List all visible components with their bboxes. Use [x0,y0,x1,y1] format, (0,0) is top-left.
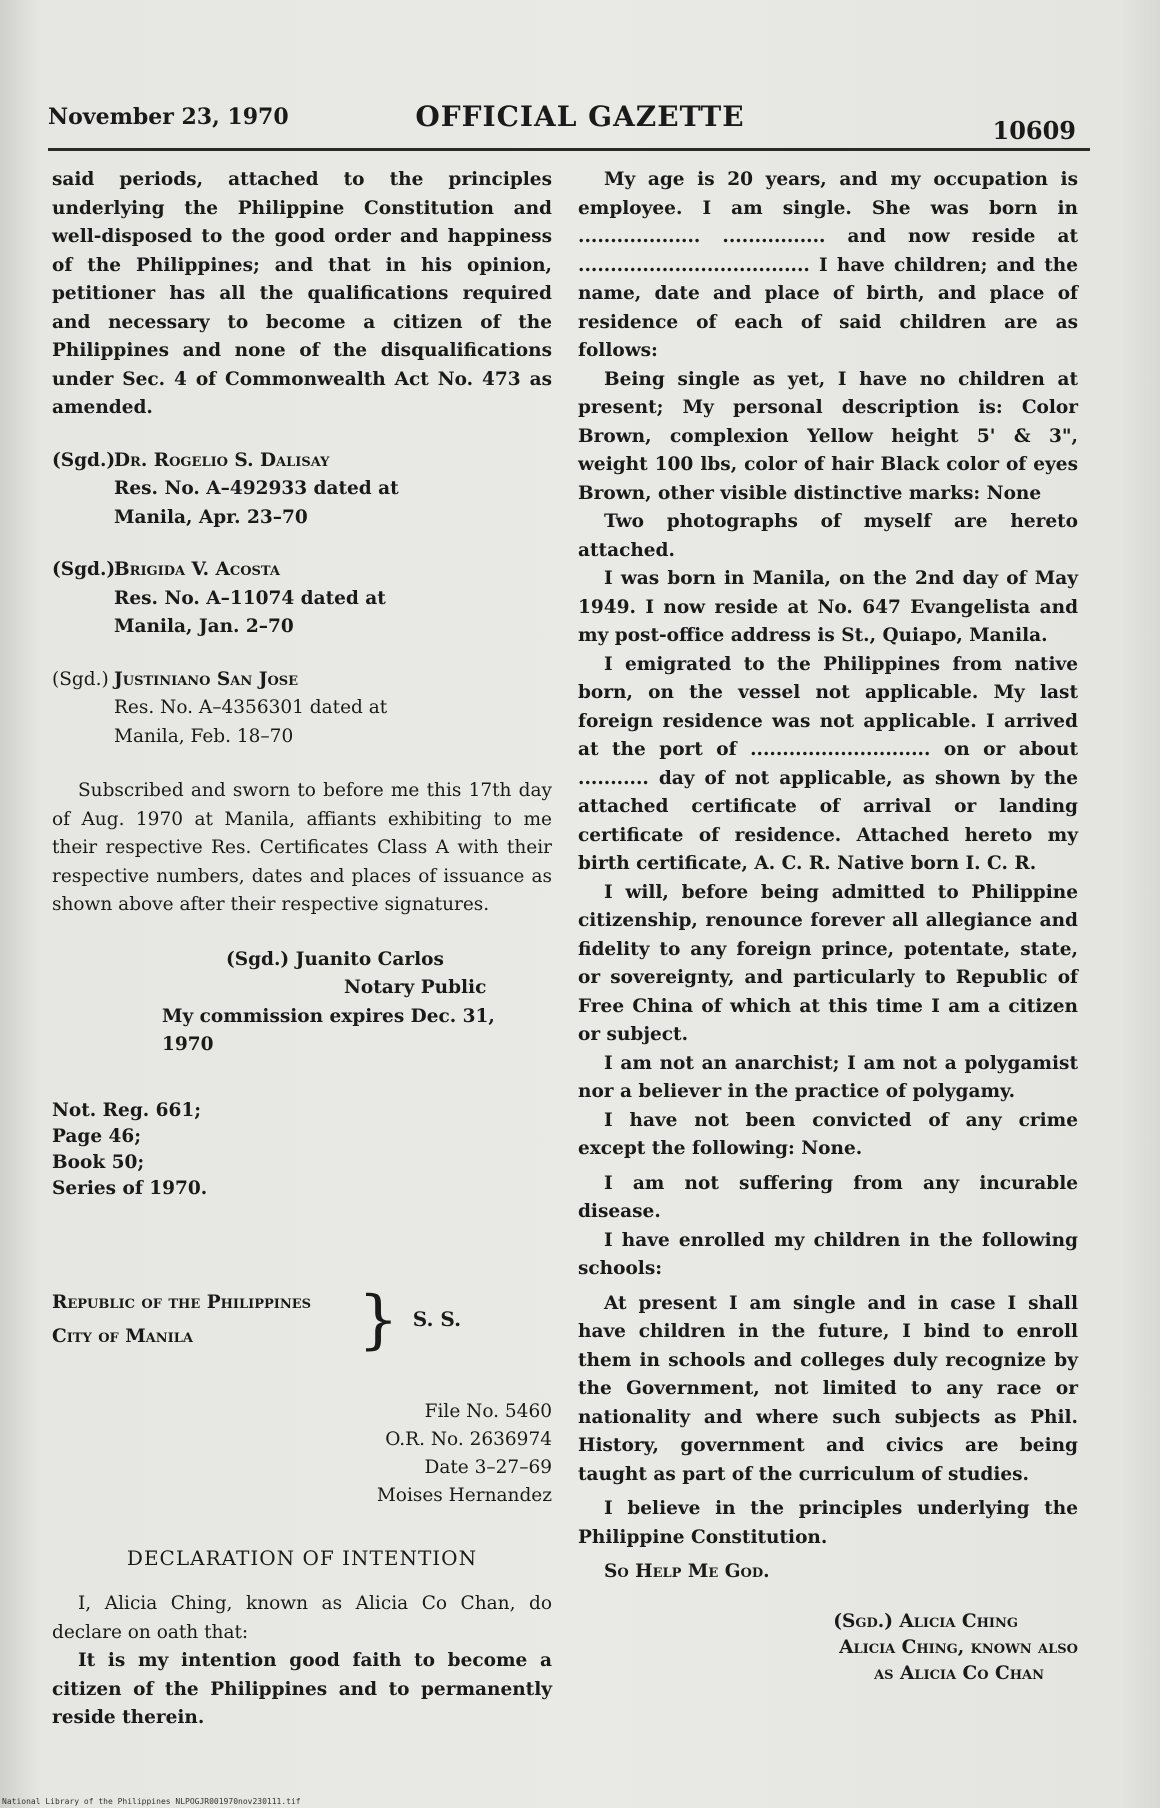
left-column [52,166,552,1733]
affiant-signature-2 [52,556,552,642]
file-date: Date 3–27–69 [424,1456,552,1478]
header-rule [48,148,1090,151]
affiant-signature-3 [52,666,552,752]
oath-closing: So Help Me God. [604,1561,770,1582]
disease-paragraph: I am not suffering from any incurable disease. [578,1172,1078,1222]
not-reg-line: Series of 1970. [52,1177,208,1199]
description-paragraph: Being single as yet, I have no children at present; My personal description is: Color Brown, complexion Yellow height 5' & 3", weight 100 lbs, color of hair Black color of eyes Brown, other visible distinctive marks: None [578,368,1078,504]
not-reg-line: Not. Reg. 661; [52,1099,202,1121]
declarant-alias: as Alicia Co Chan [874,1662,1044,1684]
notary-commission: My commission expires Dec. 31, 1970 [162,1005,495,1055]
age-paragraph: My age is 20 years, and my occupation is employee. I am single. She was born in ................... ................ and now reside at .................................... I have children; and the name, date and place of birth, and place of residence of each of said children are as follows: [578,169,1078,361]
notary-signature: (Sgd.) Juanito Carlos [226,948,444,970]
declarant-signature [578,1609,1078,1687]
file-number: File No. 5460 [424,1400,552,1422]
issue-date: November 23, 1970 [48,104,289,130]
scan-footer: National Library of the Philippines NLPOGJR001970nov230111.tif [2,1797,301,1806]
right-column [578,166,1078,1687]
affiant-signature-1 [52,447,552,533]
sgd-mark: (Sgd.) [52,559,116,580]
affiant-res: Res. No. A–4356301 dated at [114,697,388,718]
crime-paragraph: I have not been convicted of any crime except the following: None. [578,1109,1078,1159]
venue-city: City of Manila [52,1325,193,1347]
schools-paragraph: At present I am single and in case I shall have children in the future, I bind to enroll them in schools and colleges duly recognize by the Government, not limited to any race or nationality and where such subjects as Phil. History, government and civics are being taught as part of the curriculum of studies. [578,1292,1078,1485]
declarant-sgd: (Sgd.) Alicia Ching [833,1610,1018,1632]
renunciation-paragraph: I will, before being admitted to Philippine citizenship, renounce forever all allegiance and fidelity to any foreign prince, potentate, state, or sovereignty, and particularly to Republic of Free China of which at this time I am a citizen or subject. [578,881,1078,1045]
birth-paragraph: I was born in Manila, on the 2nd day of May 1949. I now reside at No. 647 Evangelista and my post-office address is St., Quiapo, Manila. [578,568,1078,646]
enrollment-paragraph: I have enrolled my children in the following schools: [578,1229,1078,1279]
declarant-name: Alicia Ching, known also [839,1636,1078,1658]
not-reg-line: Book 50; [52,1151,145,1173]
photographs-paragraph: Two photographs of myself are hereto attached. [578,511,1078,561]
affiant-name: Dr. Rogelio S. Dalisay [114,449,330,471]
petition-paragraph: said periods, attached to the principles underlying the Philippine Constitution and well-disposed to the good order and happiness of the Philippines; and that in his opinion, petitioner has all the qualifications required and necessary to become a citizen of the Philippines and none of the disqualifications under Sec. 4 of Commonwealth Act No. 473 as amended. [52,169,552,418]
constitution-paragraph: I believe in the principles underlying the Philippine Constitution. [578,1498,1078,1548]
or-number: O.R. No. 2636974 [385,1428,552,1450]
sgd-mark: (Sgd.) [52,449,116,471]
declaration-title: DECLARATION OF INTENTION [126,1545,478,1570]
affiant-res: Res. No. A–492933 dated at [114,478,399,499]
page-number: 10609 [992,116,1076,145]
sgd-mark: (Sgd.) [52,668,109,690]
affiant-name: Brigida V. Acosta [114,559,280,580]
declaration-intention: It is my intention good faith to become a citizen of the Philippines and to permanently reside therein. [52,1650,552,1728]
affiant-place: Manila, Apr. 23–70 [114,506,308,528]
anarchist-paragraph: I am not an anarchist; I am not a polygamist nor a believer in the practice of polygamy. [578,1052,1078,1102]
jurat-paragraph: Subscribed and sworn to before me this 17th day of Aug. 1970 at Manila, affiants exhibiting to me their respective Res. Certificates Class A with their respective numbers, dates and places of issuance as shown above after their respective signatures. [52,780,552,915]
file-info [52,1398,552,1510]
emigration-paragraph: I emigrated to the Philippines from native born, on the vessel not applicable. My last foreign residence was not applicable. I arrived at the port of ............................ on or about ........... day of not applicable, as shown by the attached certificate of arrival or landing certificate of residence. Attached hereto my birth certificate, A. C. R. Native born I. C. R. [578,653,1078,874]
brace-glyph: } [358,1282,399,1357]
venue-block [52,1282,552,1357]
affiant-place: Manila, Feb. 18–70 [114,725,294,747]
affiant-res: Res. No. A–11074 dated at [114,587,386,609]
publication-title: OFFICIAL GAZETTE [415,100,745,133]
venue-republic: Republic of the Philippines [52,1291,312,1313]
notary-title: Notary Public [344,977,487,998]
file-officer: Moises Hernandez [376,1484,552,1506]
affiant-place: Manila, Jan. 2–70 [114,616,294,637]
venue-ss: S. S. [412,1307,462,1332]
notary-block [52,946,552,1060]
affiant-name: Justiniano San Jose [114,668,299,690]
not-reg-line: Page 46; [52,1125,142,1147]
notarial-register [52,1098,552,1202]
declaration-oath: I, Alicia Ching, known as Alicia Co Chan, do declare on oath that: [52,1593,552,1643]
